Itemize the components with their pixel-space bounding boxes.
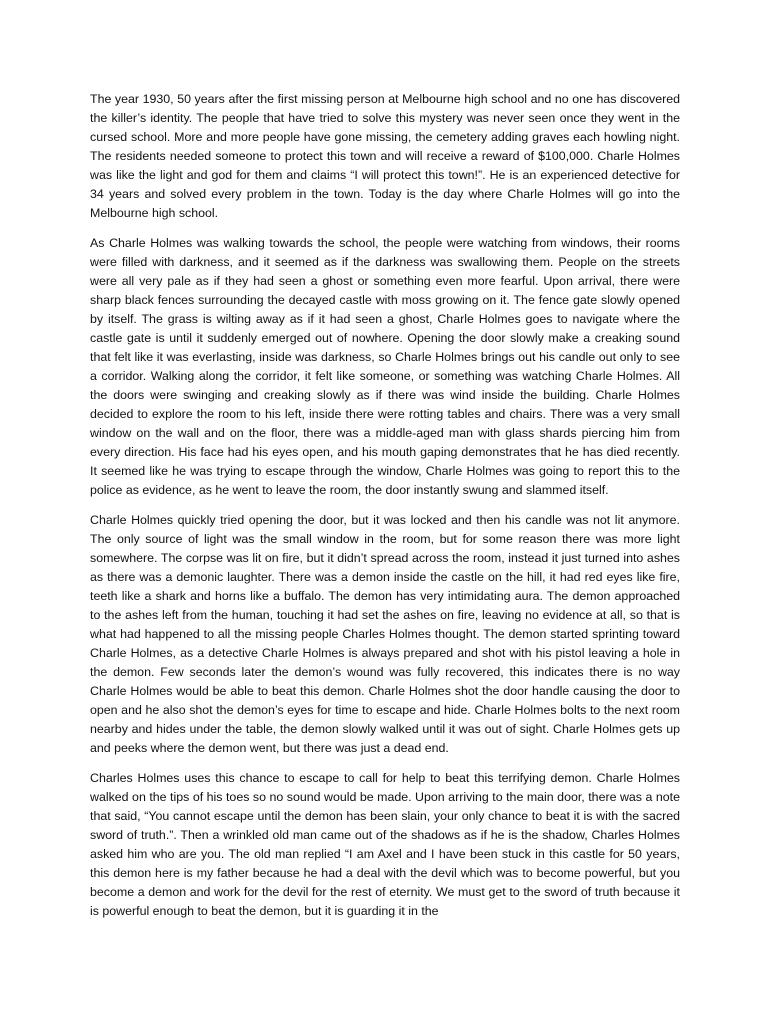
paragraph-4: Charles Holmes uses this chance to escape to call for help to beat this terrifying demon. Charle Holmes walked on the tips of his toes so no sound would be made. Upon arriving to the main door, there was a note that said, “You cannot escape until the demon has been slain, your only chance to beat it is with the sacred sword of truth.”. Then a wrinkled old man came out of the shadows as if he is the shadow, Charles Holmes asked him who are you. The old man replied “I am Axel and I have been stuck in this castle for 50 years, this demon here is my father because he had a deal with the devil which was to become powerful, but you become a demon and work for the devil for the rest of eternity. We must get to the sword of truth because it is powerful enough to beat the demon, but it is guarding it in the — [90, 771, 680, 918]
paragraph-3: Charle Holmes quickly tried opening the door, but it was locked and then his candle was not lit anymore. The only source of light was the small window in the room, but for some reason there was more light somewhere. The corpse was lit on fire, but it didn’t spread across the room, instead it just turned into ashes as there was a demonic laughter. There was a demon inside the castle on the hill, it had red eyes like fire, teeth like a shark and horns like a buffalo. The demon has very intimidating aura. The demon approached to the ashes left from the human, touching it had set the ashes on fire, leaving no evidence at all, so that is what had happened to all the missing people Charles Holmes thought. The demon started sprinting toward Charle Holmes, as a detective Charle Holmes is always prepared and shot with his pistol leaving a hole in the demon. Few seconds later the demon’s wound was fully recovered, this indicates there is no way Charle Holmes would be able to beat this demon. Charle Holmes shot the door handle causing the door to open and he also shot the demon’s eyes for time to escape and hide. Charle Holmes bolts to the next room nearby and hides under the table, the demon slowly walked until it was out of sight. Charle Holmes gets up and peeks where the demon went, but there was just a dead end. — [90, 513, 680, 755]
paragraph-1: The year 1930, 50 years after the first missing person at Melbourne high school and no one has discovered the killer’s identity. The people that have tried to solve this mystery was never seen once they went in the cursed school. More and more people have gone missing, the cemetery adding graves each howling night. The residents needed someone to protect this town and will receive a reward of $100,000. Charle Holmes was like the light and god for them and claims “I will protect this town!”. He is an experienced detective for 34 years and solved every problem in the town. Today is the day where Charle Holmes will go into the Melbourne high school. — [90, 92, 680, 220]
document-page — [90, 90, 680, 932]
paragraph-2: As Charle Holmes was walking towards the school, the people were watching from windows, their rooms were filled with darkness, and it seemed as if the darkness was swallowing them. People on the streets were all very pale as if they had seen a ghost or something even more fearful. Upon arrival, there were sharp black fences surrounding the decayed castle with moss growing on it. The fence gate slowly opened by itself. The grass is wilting away as if it had seen a ghost, Charle Holmes goes to navigate where the castle gate is until it suddenly emerged out of nowhere. Opening the door slowly make a creaking sound that felt like it was everlasting, inside was darkness, so Charle Holmes brings out his candle out only to see a corridor. Walking along the corridor, it felt like someone, or something was watching Charle Holmes. All the doors were swinging and creaking slowly as if there was wind inside the building. Charle Holmes decided to explore the room to his left, inside there were rotting tables and chairs. There was a very small window on the wall and on the floor, there was a middle-aged man with glass shards piercing him from every direction. His face had his eyes open, and his mouth gaping demonstrates that he has died recently. It seemed like he was trying to escape through the window, Charle Holmes was going to report this to the police as evidence, as he went to leave the room, the door instantly swung and slammed itself. — [90, 236, 680, 497]
